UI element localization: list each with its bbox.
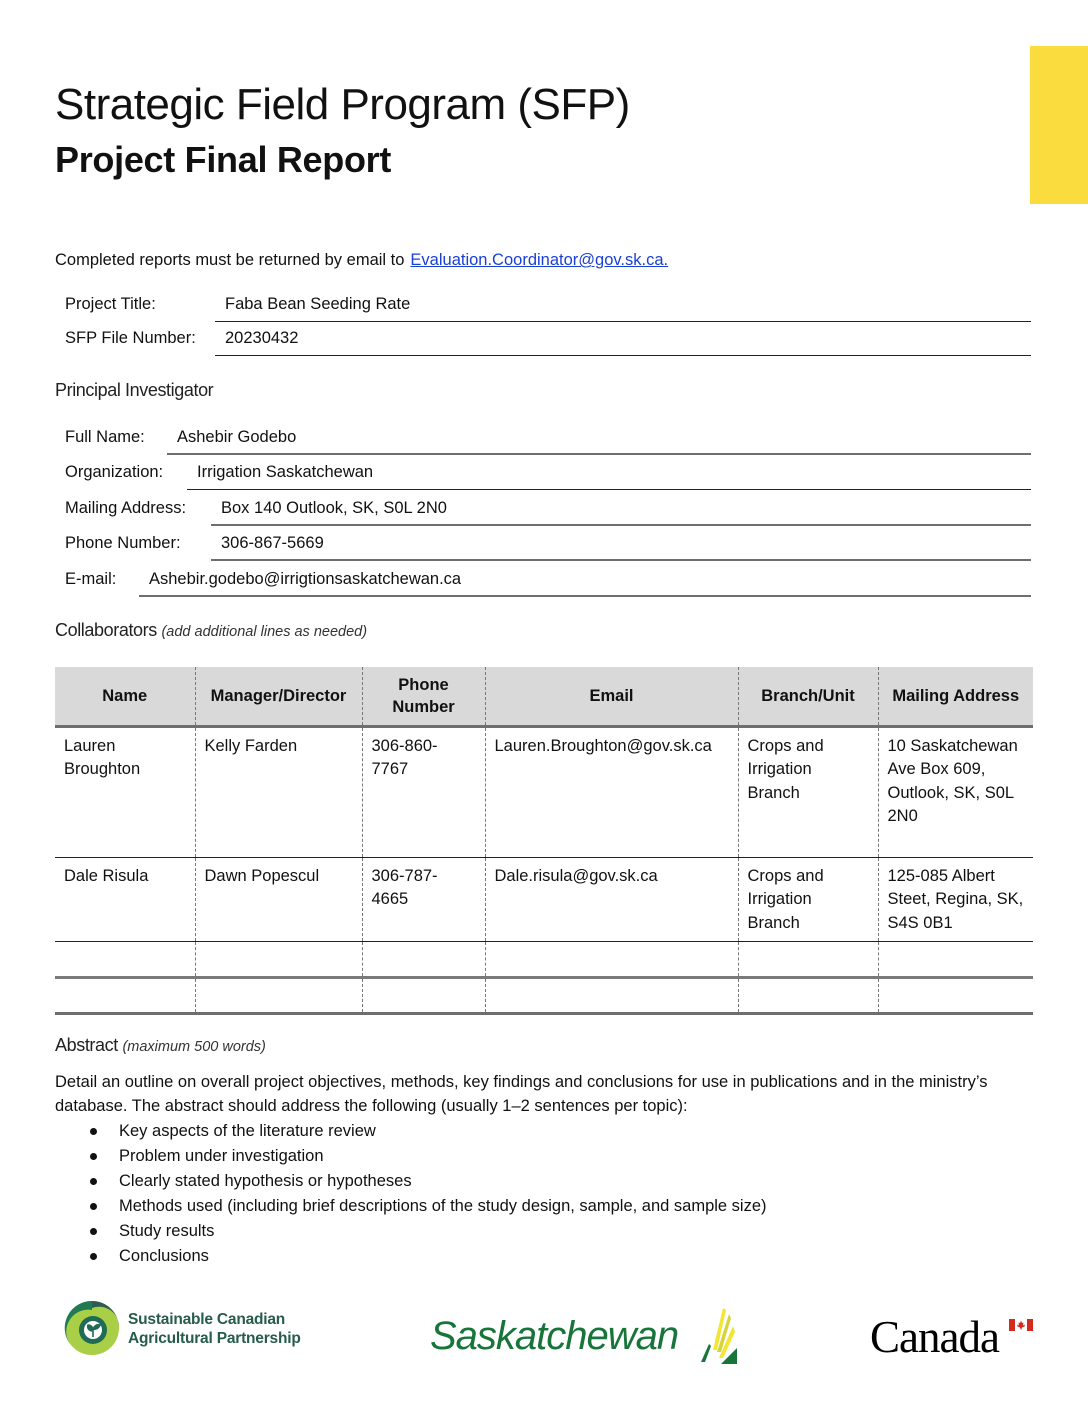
cell-branch[interactable] bbox=[738, 726, 878, 857]
list-item bbox=[90, 1169, 767, 1194]
list-item bbox=[90, 1194, 767, 1219]
column-header-branch: Branch/Unit bbox=[738, 667, 878, 726]
cell-manager[interactable]: Dawn Popescul bbox=[195, 857, 362, 942]
sfp-file-number-label: SFP File Number: bbox=[65, 329, 196, 347]
cell-name[interactable] bbox=[55, 726, 195, 857]
collaborators-heading bbox=[55, 620, 367, 641]
project-title-label: Project Title: bbox=[65, 295, 156, 313]
cell-manager[interactable] bbox=[195, 942, 362, 978]
bullet-icon bbox=[90, 1253, 97, 1260]
principal-investigator-heading: Principal Investigator bbox=[55, 380, 214, 400]
pi-full-name-field bbox=[55, 421, 1031, 455]
instructions-text: Completed reports must be returned by email to bbox=[55, 251, 405, 269]
cell-mailing-address[interactable] bbox=[878, 726, 1033, 857]
cell-mailing-address[interactable] bbox=[878, 978, 1033, 1014]
cell-text: 306-860-7767 bbox=[371, 736, 438, 778]
list-item bbox=[90, 1144, 767, 1169]
cell-text: Crops and Irrigation Branch bbox=[747, 866, 824, 932]
abstract-note: (maximum 500 words) bbox=[122, 1039, 266, 1055]
pi-email-label: E-mail: bbox=[65, 570, 117, 588]
cell-manager[interactable] bbox=[195, 978, 362, 1014]
list-item-text: Problem under investigation bbox=[119, 1147, 324, 1165]
cell-branch[interactable] bbox=[738, 942, 878, 978]
scap-logo-line1: Sustainable Canadian bbox=[128, 1311, 286, 1328]
abstract-description: Detail an outline on overall project objectives, methods, key findings and conclusions for use in publications and in the ministry’s database. The abstract should address the following (usually 1–2 sentences per topic): bbox=[55, 1073, 988, 1115]
cell-text: Lauren Broughton bbox=[64, 736, 141, 778]
cell-email[interactable] bbox=[485, 978, 738, 1014]
table-row-empty bbox=[55, 942, 1033, 978]
list-item-text: Methods used (including brief descriptions of the study design, sample, and sample size) bbox=[119, 1197, 767, 1215]
list-item bbox=[90, 1119, 767, 1144]
list-item bbox=[90, 1244, 767, 1269]
submission-instructions bbox=[55, 249, 668, 271]
cell-phone[interactable] bbox=[362, 942, 485, 978]
pi-mailing-address-label: Mailing Address: bbox=[65, 499, 187, 517]
bullet-icon bbox=[90, 1228, 97, 1235]
page-subtitle: Project Final Report bbox=[55, 139, 392, 180]
pi-email-field bbox=[55, 563, 1031, 597]
column-header-manager: Manager/Director bbox=[195, 667, 362, 726]
list-item-text: Conclusions bbox=[119, 1247, 209, 1265]
bullet-icon bbox=[90, 1178, 97, 1185]
table-header-row bbox=[55, 667, 1033, 726]
pi-organization-value[interactable]: Irrigation Saskatchewan bbox=[187, 456, 1031, 490]
pi-phone-number-value[interactable]: 306-867-5669 bbox=[211, 527, 1031, 561]
cell-text: Crops and Irrigation Branch bbox=[747, 736, 824, 802]
list-item-text: Clearly stated hypothesis or hypotheses bbox=[119, 1172, 412, 1190]
list-item bbox=[90, 1219, 767, 1244]
page-title: Strategic Field Program (SFP) bbox=[55, 80, 630, 129]
cell-name[interactable]: Dale Risula bbox=[55, 857, 195, 942]
collaborators-heading-text: Collaborators bbox=[55, 620, 157, 640]
coordinator-email-link[interactable]: Evaluation.Coordinator@gov.sk.ca. bbox=[410, 251, 669, 269]
scap-logo-line2: Agricultural Partnership bbox=[128, 1330, 301, 1347]
canada-flag-icon bbox=[1009, 1319, 1033, 1331]
cell-mailing-address[interactable] bbox=[878, 857, 1033, 942]
scap-logo-text bbox=[128, 1310, 301, 1348]
scap-swirl-icon bbox=[64, 1300, 120, 1356]
cell-phone[interactable] bbox=[362, 978, 485, 1014]
cell-name[interactable] bbox=[55, 942, 195, 978]
cell-email[interactable]: Dale.risula@gov.sk.ca bbox=[485, 857, 738, 942]
abstract-heading bbox=[55, 1035, 266, 1056]
bullet-icon bbox=[90, 1203, 97, 1210]
pi-mailing-address-value[interactable]: Box 140 Outlook, SK, S0L 2N0 bbox=[211, 492, 1031, 526]
column-header-mailing-address: Mailing Address bbox=[878, 667, 1033, 726]
collaborators-table bbox=[55, 667, 1033, 1015]
government-of-canada-wordmark bbox=[870, 1312, 1040, 1364]
pi-full-name-value[interactable]: Ashebir Godebo bbox=[167, 421, 1031, 455]
canada-wordmark-text: Canada bbox=[870, 1312, 999, 1362]
cell-text: 125-085 Albert Steet, Regina, SK, S4S 0B1 bbox=[887, 866, 1024, 932]
bullet-icon bbox=[90, 1153, 97, 1160]
sfp-file-number-value[interactable]: 20230432 bbox=[215, 322, 1031, 356]
wheat-sheaf-icon bbox=[695, 1304, 743, 1370]
cell-email[interactable] bbox=[485, 942, 738, 978]
pi-organization-label: Organization: bbox=[65, 463, 164, 481]
cell-text: 10 Saskatchewan Ave Box 609, Outlook, SK, S0L 2N0 bbox=[887, 736, 1018, 825]
list-item-text: Study results bbox=[119, 1222, 215, 1240]
table-row-empty bbox=[55, 978, 1033, 1014]
bullet-icon bbox=[90, 1128, 97, 1135]
pi-email-value[interactable]: Ashebir.godebo@irrigtionsaskatchewan.ca bbox=[139, 563, 1031, 597]
column-header-email: Email bbox=[485, 667, 738, 726]
collaborators-note: (add additional lines as needed) bbox=[161, 624, 368, 640]
cell-text: 306-787-4665 bbox=[371, 866, 438, 908]
column-header-phone: Phone Number bbox=[362, 667, 485, 726]
cell-email[interactable]: Lauren.Broughton@gov.sk.ca bbox=[485, 726, 738, 857]
saskatchewan-logo bbox=[430, 1300, 750, 1370]
table-row bbox=[55, 857, 1033, 942]
project-title-value[interactable]: Faba Bean Seeding Rate bbox=[215, 288, 1031, 322]
pi-organization-field bbox=[55, 456, 1031, 490]
cell-manager[interactable]: Kelly Farden bbox=[195, 726, 362, 857]
scap-logo bbox=[64, 1300, 354, 1360]
cell-name[interactable] bbox=[55, 978, 195, 1014]
pi-phone-number-label: Phone Number: bbox=[65, 534, 181, 552]
pi-mailing-address-field bbox=[55, 492, 1031, 526]
cell-branch[interactable] bbox=[738, 978, 878, 1014]
cell-phone[interactable] bbox=[362, 857, 485, 942]
project-title-field bbox=[55, 288, 1031, 322]
cell-mailing-address[interactable] bbox=[878, 942, 1033, 978]
sfp-file-number-field bbox=[55, 322, 1031, 356]
table-row bbox=[55, 726, 1033, 857]
list-item-text: Key aspects of the literature review bbox=[119, 1122, 376, 1140]
pi-full-name-label: Full Name: bbox=[65, 428, 145, 446]
column-header-name: Name bbox=[55, 667, 195, 726]
pi-phone-number-field bbox=[55, 527, 1031, 561]
cell-branch[interactable] bbox=[738, 857, 878, 942]
abstract-heading-text: Abstract bbox=[55, 1035, 118, 1055]
abstract-topics-list bbox=[90, 1119, 767, 1269]
cell-phone[interactable] bbox=[362, 726, 485, 857]
yellow-accent-tab bbox=[1030, 46, 1088, 204]
saskatchewan-logo-text: Saskatchewan bbox=[430, 1314, 679, 1358]
